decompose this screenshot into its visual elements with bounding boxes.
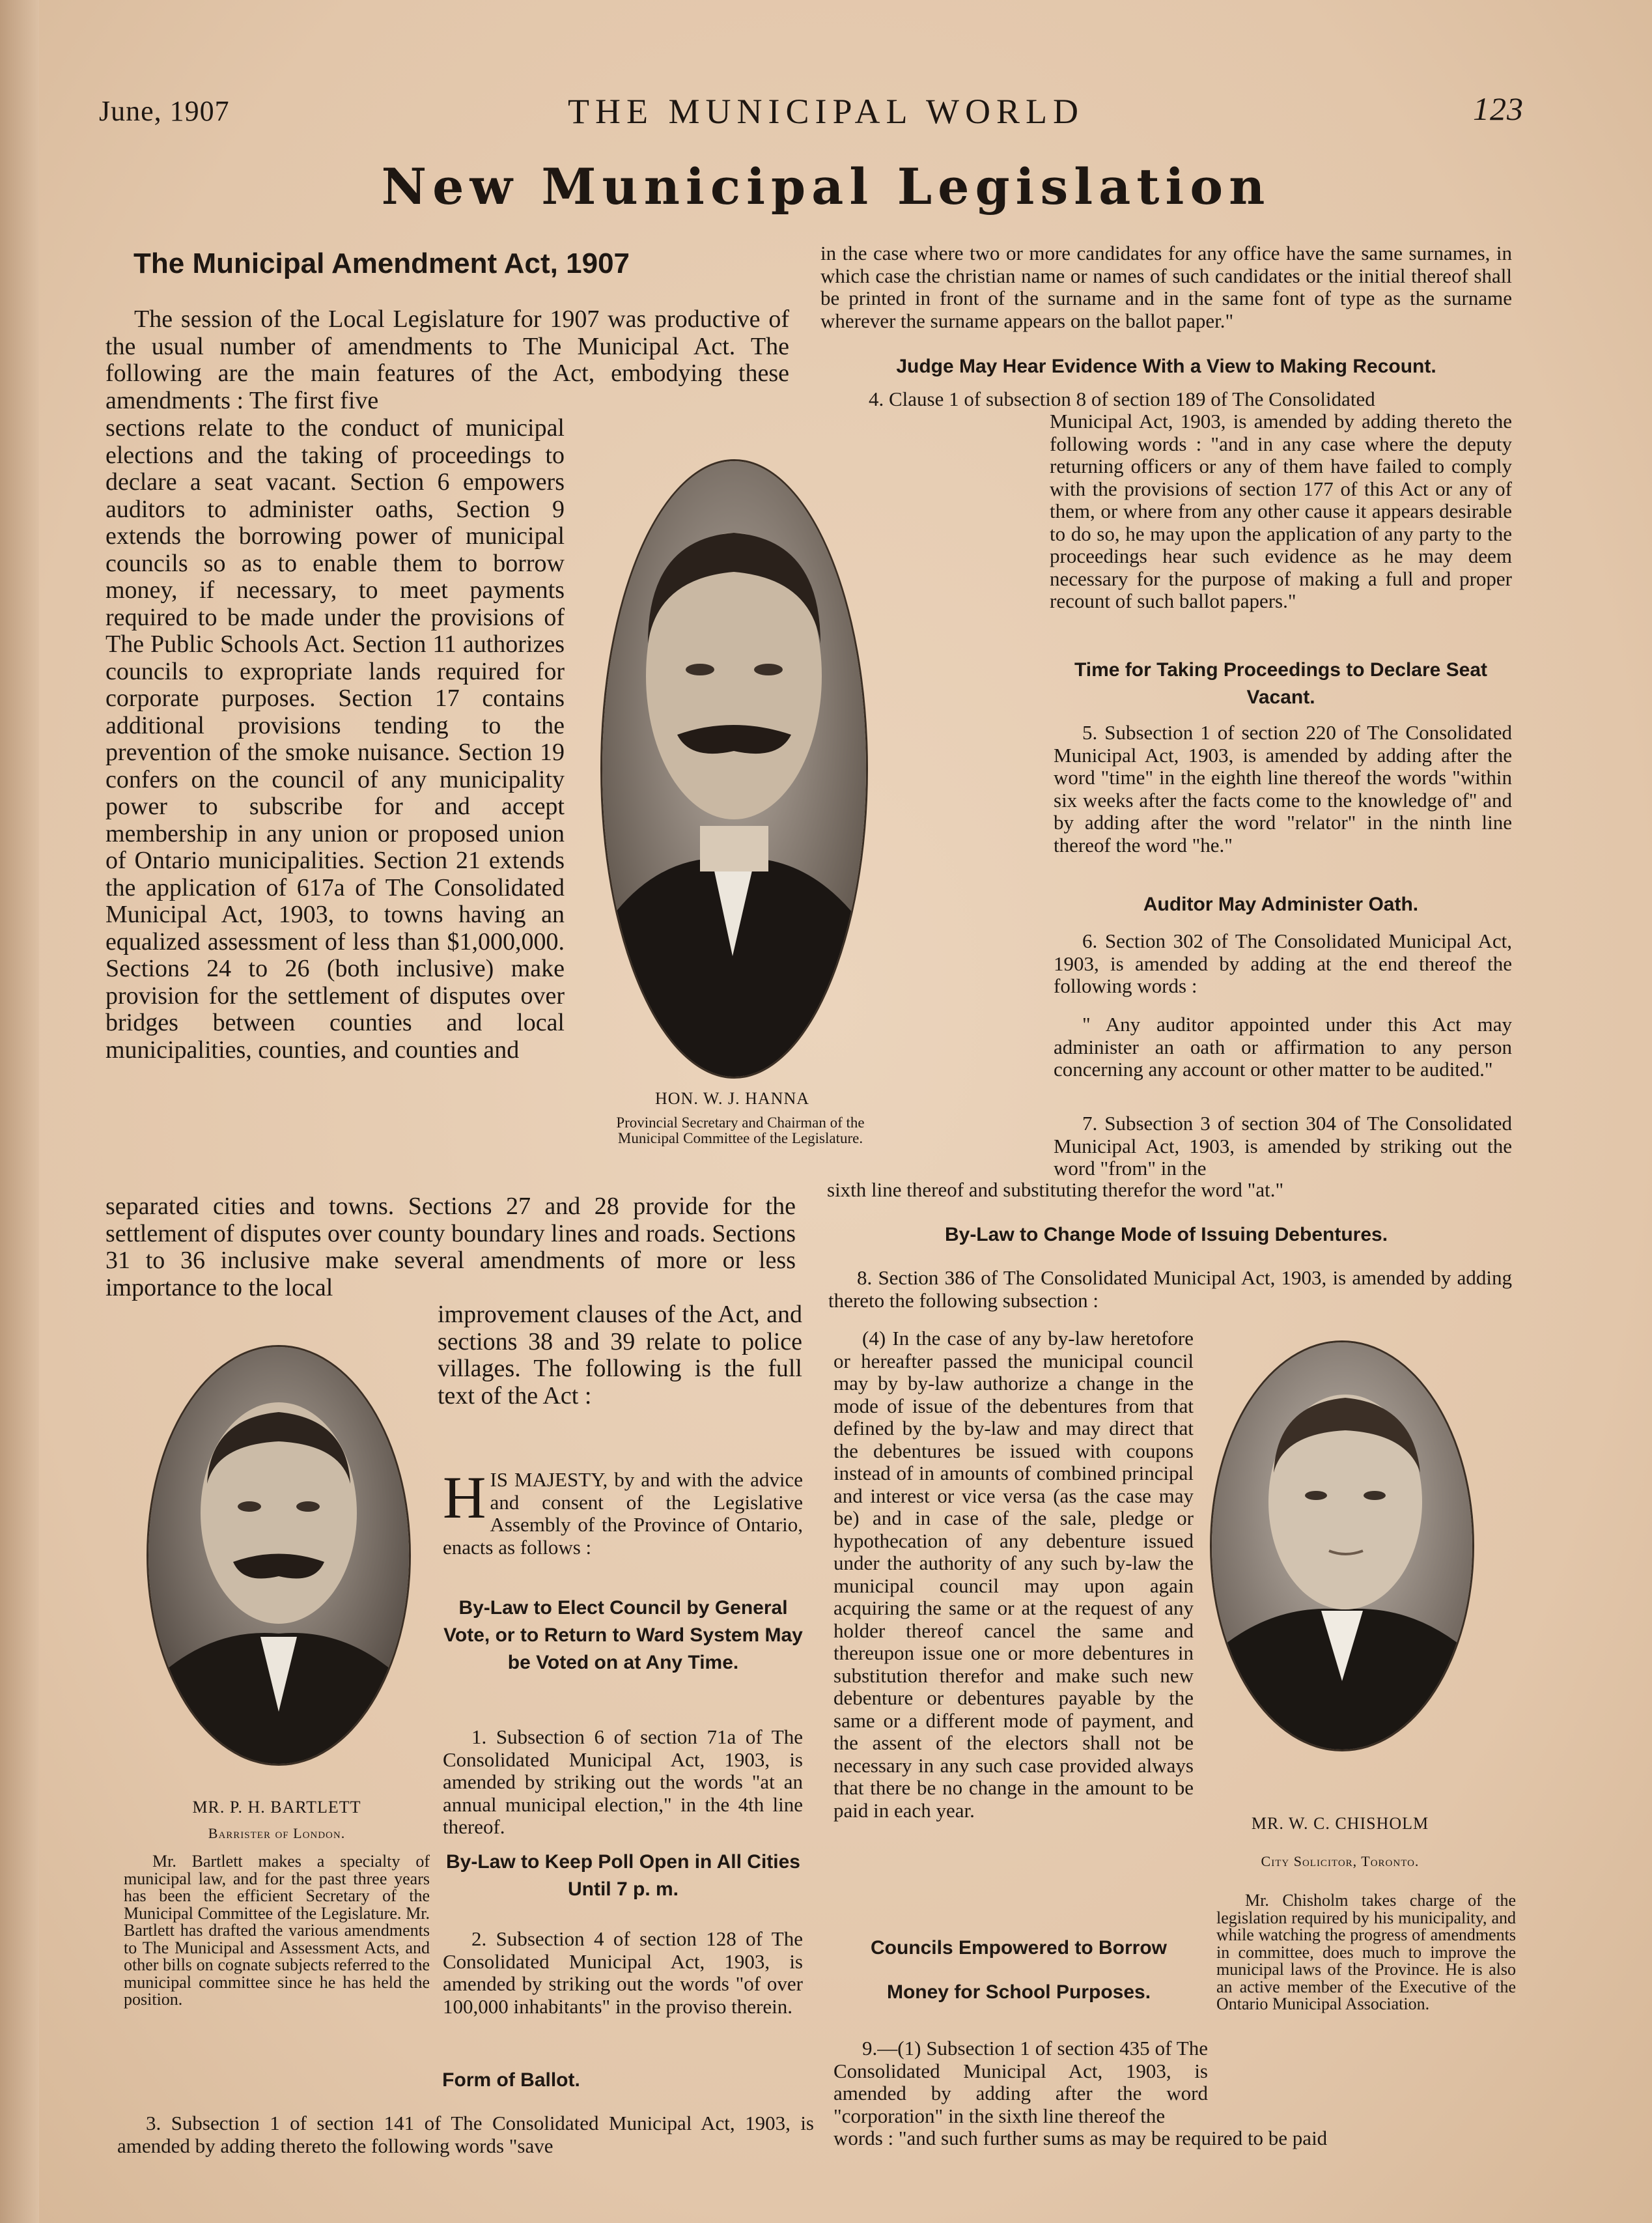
section-9-continued: words : "and such further sums as may be required to be paid [833,2127,1328,2149]
portrait-bartlett [147,1345,411,1766]
section-5: 5. Subsection 1 of section 220 of The Consolidated Municipal Act, 1903, is amended by adding after the word "time" in the eighth line thereof the words "within six weeks after the facts come to the knowledge of" and by adding after the word "relator" in the ninth line thereof the word "he." [1054,721,1512,857]
portrait-bartlett-name: MR. P. H. BARTLETT [192,1798,361,1817]
portrait-bartlett-caption: Mr. Bartlett makes a specialty of municipal law, and for the past three years has been the efficient Secretary of the Municipal Committee of the Legislature. Mr. Bartlett has drafted the various amendments to The Municipal and Assessment Acts, and other bills on cognate subjects referred to the municipal committee since he has held the position. [124,1852,430,2009]
binding-gutter [0,0,39,2223]
page-number: 123 [1473,91,1524,127]
heading-auditor-oath: Auditor May Administer Oath. [1143,894,1419,915]
section-6: 6. Section 302 of The Consolidated Municipal Act, 1903, is amended by adding at the end thereof the following words : [1054,929,1512,997]
section-9: 9.—(1) Subsection 1 of section 435 of The Consolidated Municipal Act, 1903, is amended by adding after the word "corporation" in the sixth line thereof the [833,2037,1208,2127]
issue-date: June, 1907 [99,95,230,127]
section-6-quote: " Any auditor appointed under this Act may administer an oath or affirmation to any person concerning any account or other matter to be audited." [1054,1013,1512,1081]
heading-judge-recount: Judge May Hear Evidence With a View to Making Recount. [896,356,1436,377]
heading-seat-vacant: Time for Taking Proceedings to Declare Seat Vacant. [1074,659,1488,708]
portrait-chisholm [1210,1340,1474,1751]
enacting-dropcap: H [443,1464,486,1531]
portrait-chisholm-caption: Mr. Chisholm takes charge of the legislation required by his municipality, and while watching the progress of amendments in committee, does much to improve the municipal laws of the Province. He is also an active member of the Executive of the Ontario Municipal Association. [1216,1891,1516,2013]
portrait-chisholm-title: City Solicitor, Toronto. [1261,1853,1420,1869]
enacting-clause [443,1464,803,1559]
section-7-continued: sixth line thereof and substituting therefor the word "at." [827,1178,1284,1201]
section-8-subsection-4: (4) In the case of any by-law heretofore or hereafter passed the municipal council may by by-law authorize a change in the mode of issue of the debentures from that defined by the by-law and may direct that the debentures be issued with coupons instead of in amounts of combined principal and interest or vice versa (as the case may be) and in case of the sale, pledge or hypothecation of any debenture issued under the authority of any such by-law the municipal council may upon again acquiring the same or at the request of any holder thereof cancel the same and thereupon issue one or more debentures in substitution therefor and make such new debenture or debentures payable by the same or a different mode of payment, and the assent of the electors shall not be necessary in any such case provided always that there be no change in the amount to be paid in each year. [833,1327,1194,1822]
intro-paragraph-end: improvement clauses of the Act, and sections 38 and 39 relate to police villages. The following is the full text of the Act : [438,1301,802,1409]
intro-paragraph-wide: The session of the Local Legislature for 1907 was productive of the usual number of amendments to The Municipal Act. The following are the main features of the Act, embodying these amendments : The first five [105,305,789,414]
section-4-first-line: 4. Clause 1 of subsection 8 of section 189 of The Consolidated [869,388,1375,410]
enacting-text: IS MAJESTY, by and with the advice and consent of the Legislative Assembly of the Province of Ontario, enacts as follows : [443,1468,803,1559]
section-4: Municipal Act, 1903, is amended by adding thereto the following words : "and in any case where the deputy returning officers or any of them have failed to comply with the provisions of section 177 of this Act or any of them, or where from any other cause it appears desirable to do so, he may upon the application of any party to the proceedings hear such evidence as he may deem necessary for the purpose of making a full and proper recount of such ballot papers." [1050,410,1512,612]
section-8: 8. Section 386 of The Consolidated Municipal Act, 1903, is amended by adding thereto the following subsection : [828,1266,1512,1312]
section-heading: The Municipal Amendment Act, 1907 [133,248,630,279]
intro-paragraph-continued: separated cities and towns. Sections 27 and 28 provide for the settlement of disputes over county boundary lines and roads. Sections 31 to 36 inclusive make several amendments of more or less importance to the local [105,1193,796,1301]
heading-poll-open: By-Law to Keep Poll Open in All Cities Until 7 p. m. [446,1851,800,1900]
masthead: THE MUNICIPAL WORLD [567,92,1084,131]
page-title: New Municipal Legislation [381,158,1271,216]
portrait-bartlett-title: Barrister of London. [208,1825,346,1841]
portrait-hanna-caption: Provincial Secretary and Chairman of the Municipal Committee of the Legislature. [616,1114,865,1146]
section-2: 2. Subsection 4 of section 128 of The Consolidated Municipal Act, 1903, is amended by striking out the words "of over 100,000 inhabitants" in the proviso therein. [443,1927,803,2018]
heading-form-of-ballot: Form of Ballot. [442,2069,580,2091]
portrait-hanna [600,459,868,1079]
portrait-chisholm-name: MR. W. C. CHISHOLM [1251,1814,1429,1833]
heading-debentures: By-Law to Change Mode of Issuing Debentures. [944,1224,1388,1245]
heading-school-borrow-2: Money for School Purposes. [886,1981,1151,2003]
section-3-continued: in the case where two or more candidates for any office have the same surnames, in which case the christian name or names of such candidates or the initial thereof shall be printed in front of the surname and in the same font of type as the surname wherever the surname appears on the ballot paper." [820,242,1512,332]
section-3: 3. Subsection 1 of section 141 of The Consolidated Municipal Act, 1903, is amended by adding thereto the following words "save [117,2112,814,2157]
heading-school-borrow-1: Councils Empowered to Borrow [870,1937,1168,1959]
section-1: 1. Subsection 6 of section 71a of The Consolidated Municipal Act, 1903, is amended by striking out the words "at an annual municipal election," in the 4th line thereof. [443,1725,803,1838]
portrait-hanna-name: HON. W. J. HANNA [654,1089,809,1108]
intro-paragraph-narrow: sections relate to the conduct of municipal elections and the taking of proceedings to declare a seat vacant. Section 6 empowers auditors to administer oaths, Section 9 extends the borrowing power of municipal councils so as to enable them to borrow money, if necessary, to meet payments required to be made under the provisions of The Public Schools Act. Section 11 authorizes councils to expropriate lands required for corporate purposes. Section 17 contains additional provisions tending to the prevention of the smoke nuisance. Section 19 confers on the council of any municipality power to subscribe for and accept membership in any union or proposed union of Ontario municipalities. Section 21 extends the application of 617a of The Consolidated Municipal Act, 1903, to towns having an equalized assessment of less than $1,000,000. Sections 24 to 26 (both inclusive) make provision for the settlement of disputes over bridges between counties and local municipalities, counties, and counties and [105,414,565,1064]
heading-bylaw-elect: By-Law to Elect Council by General Vote, or to Return to Ward System May be Voted on at Any Time. [443,1597,803,1673]
section-7: 7. Subsection 3 of section 304 of The Consolidated Municipal Act, 1903, is amended by striking out the word "from" in the [1054,1112,1512,1180]
